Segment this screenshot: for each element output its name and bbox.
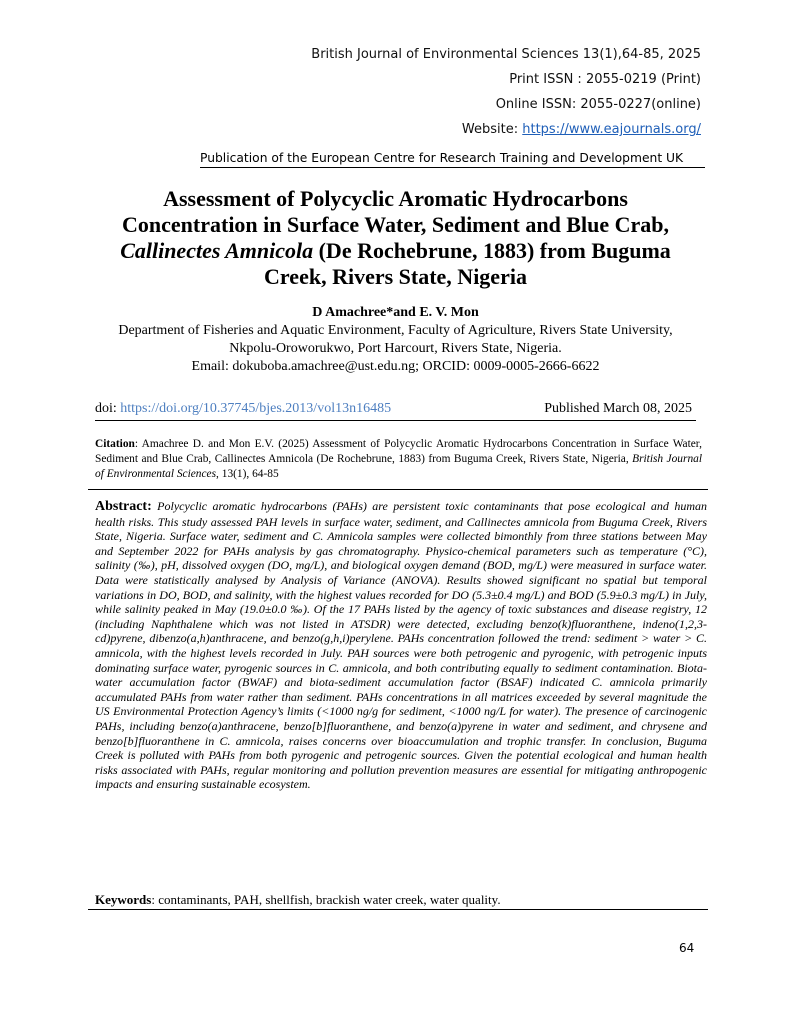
- citation-journal: British Journal of Environmental Sciences: [95, 453, 702, 480]
- online-issn: Online ISSN: 2055-0227(online): [495, 97, 701, 112]
- title-species: Callinectes Amnicola: [120, 238, 314, 263]
- article-title: [95, 186, 696, 290]
- print-issn: Print ISSN : 2055-0219 (Print): [509, 72, 701, 87]
- website-line: [311, 117, 701, 142]
- website-link[interactable]: https://www.eajournals.org/: [522, 122, 701, 137]
- citation-label: Citation: [95, 438, 135, 450]
- affiliation: [95, 322, 696, 376]
- abstract-text: Polycyclic aromatic hydrocarbons (PAHs) are persistent toxic contaminants that pose ecological and human health risks. This study assessed PAH levels in surface water, sediment, and Callinectes amnicola from Buguma Creek, Rivers State, Nigeria. Surface water, sediment and C. Amnicola samples were collected bimonthly from three stations between May and September 2022 for PAHs analysis by gas chromatography. Physico-chemical parameters such as temperature (°C), salinity (‰), pH, dissolved oxygen (DO, mg/L), and biological oxygen demand (BOD, mg/L) were measured in surface water. Data were statistically analysed by Analysis of Variance (ANOVA). Results showed significant no spatial but temporal variations in DO, BOD, and salinity, with the highest values recorded for DO (5.3±0.4 mg/L) and BOD (5.9±0.3 mg/L) in July, while salinity peaked in May (19.0±0.0 ‰). Of the 17 PAHs listed by the agency of toxic substances and disease registry, 12 (including Naphthalene which was not listed in ATSDR) were detected, excluding benzo(k)fluoranthene, indeno(1,2,3-cd)pyrene, dibenzo(a,h)anthracene, and benzo(g,h,i)perylene. PAHs concentration followed the trend: sediment > water > C. amnicola, with the highest levels recorded in July. PAH sources were both petrogenic and pyrogenic, with petrogenic inputs dominating surface water, pyrogenic sources in C. amnicola, and both contributing equally to sediment contamination. Biota-water accumulation factor (BWAF) and biota-sediment accumulation factor (BSAF) indicated C. amnicola primarily accumulated PAHs from water rather than sediment. PAHs concentrations in all matrices exceeded by several magnitude the US Environmental Protection Agency’s limits (<1000 ng/g for sediment, <1000 ng/L for water). The presence of carcinogenic PAHs, including benzo(a)anthracene, benzo[b]fluoranthene, and benzo(a)pyrene in water and sediment, and chrysene and benzo[b]fluoranthene in C. amnicola, raises concerns over bioaccumulation and trophic transfer. In conclusion, Buguma Creek is polluted with PAHs from both pyrogenic and petrogenic sources. Given the potential ecological and human health risks associated with PAHs, regular monitoring and pollution prevention measures are essential for mitigating anthropogenic impacts and ensuring sustainable ecosystem.: [95, 499, 708, 792]
- title-part-1: Assessment of Polycyclic Aromatic Hydrocarbons Concentration in Surface Water, Sediment and Blue Crab,: [122, 186, 669, 237]
- department: Department of Fisheries and Aquatic Environment, Faculty of Agriculture, Rivers State University, Nkpolu-Oroworukwo, Port Harcourt, Rivers State, Nigeria.: [118, 323, 673, 356]
- abstract: [95, 499, 707, 792]
- contact-email: Email: dokuboba.amachree@ust.edu.ng; ORCID: 0009-0005-2666-6622: [191, 359, 600, 374]
- citation: [95, 437, 702, 482]
- journal-citation-line: British Journal of Environmental Sciences 13(1),64-85, 2025: [311, 47, 701, 62]
- keywords-label: Keywords: [95, 892, 152, 907]
- abstract-bottom-rule: [88, 909, 708, 910]
- abstract-top-rule: [88, 489, 708, 490]
- abstract-label: Abstract:: [95, 499, 152, 514]
- citation-issue: , 13(1), 64-85: [216, 468, 279, 480]
- keywords: [95, 892, 707, 908]
- keywords-text: : contaminants, PAH, shellfish, brackish water creek, water quality.: [151, 892, 501, 907]
- citation-text: : Amachree D. and Mon E.V. (2025) Assessment of Polycyclic Aromatic Hydrocarbons Concentration in Surface Water, Sediment and Blue Crab, Callinectes Amnicola (De Rochebrune, 1883) from Buguma Creek, Rivers State, Nigeria,: [95, 438, 702, 465]
- doi-row: [95, 400, 696, 421]
- doi-label: doi:: [95, 401, 121, 416]
- published-date: Published March 08, 2025: [544, 401, 692, 416]
- publisher-line: Publication of the European Centre for Research Training and Development UK: [200, 150, 705, 168]
- title-part-2: (De Rochebrune, 1883) from Buguma Creek, Rivers State, Nigeria: [264, 238, 671, 289]
- doi-link[interactable]: https://doi.org/10.37745/bjes.2013/vol13n16485: [120, 401, 392, 416]
- website-label: Website:: [461, 122, 523, 137]
- page-number: 64: [679, 941, 695, 955]
- authors: D Amachree*and E. V. Mon: [312, 305, 479, 320]
- journal-header: [311, 42, 701, 142]
